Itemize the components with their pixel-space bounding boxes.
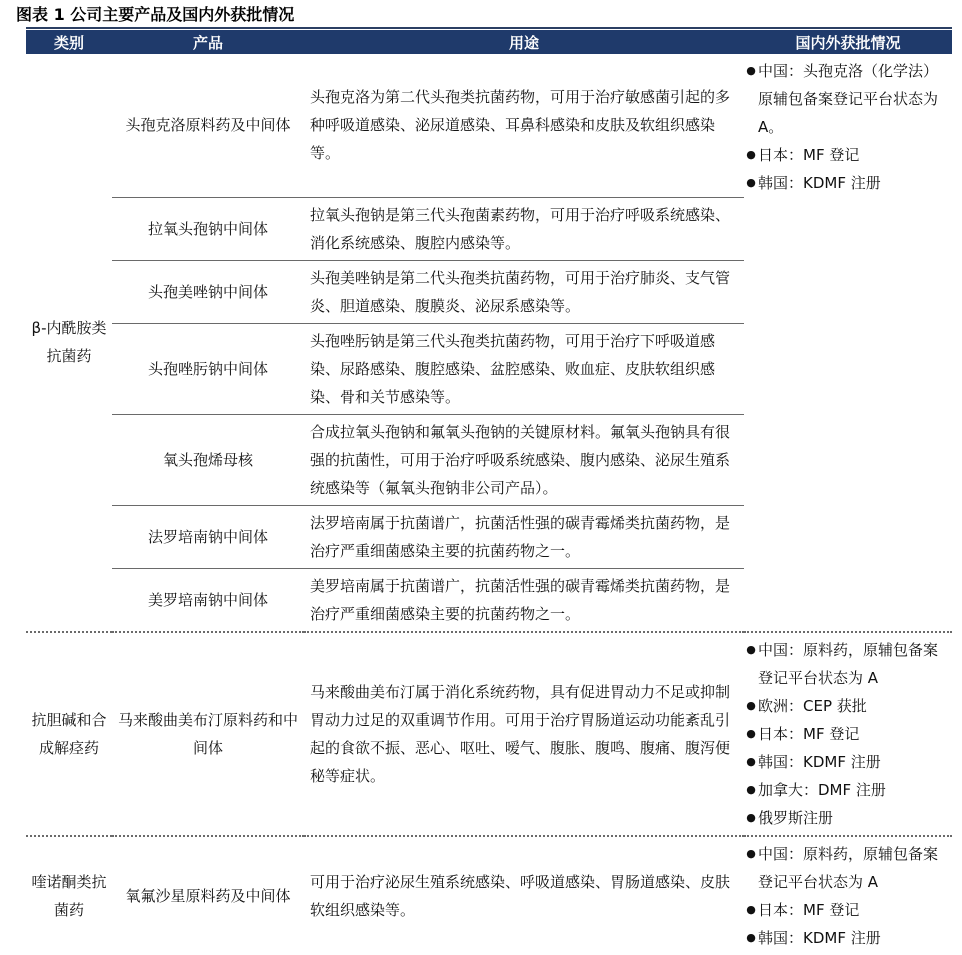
bullet-icon: ● [746,726,756,740]
bullet-icon: ● [746,698,756,712]
product-cell: 头孢美唑钠中间体 [112,260,304,323]
approval-item: ● 中国：头孢克洛（化学法）原辅包备案登记平台状态为 A。 [744,57,952,141]
header-category: 类别 [26,30,112,54]
use-cell: 拉氧头孢钠是第三代头孢菌素药物，可用于治疗呼吸系统感染、消化系统感染、腹腔内感染等。 [304,197,744,260]
approval-item: ● 日本：MF 登记 [744,720,952,748]
approval-item: ● 欧洲：CEP 获批 [744,692,952,720]
top-rule [26,27,952,29]
approval-item: ● 加拿大：DMF 注册 [744,776,952,804]
approval-list [744,57,952,197]
bullet-icon: ● [746,930,756,944]
table-caption: 图表 1 公司主要产品及国内外获批情况 [16,5,295,24]
product-cell: 美罗培南钠中间体 [112,568,304,632]
bullet-icon: ● [746,64,756,77]
approval-cell [744,836,952,955]
header-use: 用途 [304,30,744,54]
header-product: 产品 [112,30,304,54]
header-row [26,30,952,54]
product-cell: 法罗培南钠中间体 [112,505,304,568]
bullet-icon: ● [746,148,756,161]
approval-item: ● 日本：MF 登记 [744,896,952,924]
product-cell: 氧头孢烯母核 [112,414,304,505]
bullet-icon: ● [746,782,756,796]
approval-cell [744,632,952,836]
header-approval: 国内外获批情况 [744,30,952,54]
approval-item: ● 俄罗斯注册 [744,804,952,832]
approval-item: ● 韩国：KDMF 注册 [744,748,952,776]
category-cell: 喹诺酮类抗菌药 [31,872,107,919]
use-cell: 美罗培南属于抗菌谱广，抗菌活性强的碳青霉烯类抗菌药物，是治疗严重细菌感染主要的抗菌药物之一。 [304,568,744,632]
approval-item: ● 韩国：KDMF 注册 [744,169,952,197]
table-row [26,836,952,955]
bullet-icon: ● [746,846,756,860]
approval-item: ● 中国：原料药，原辅包备案登记平台状态为 A [744,840,952,896]
product-cell: 头孢克洛原料药及中间体 [112,54,304,197]
use-cell: 合成拉氧头孢钠和氟氧头孢钠的关键原材料。氟氧头孢钠具有很强的抗菌性，可用于治疗呼吸系统感染、腹内感染、泌尿生殖系统感染等（氟氧头孢钠非公司产品）。 [304,414,744,505]
approval-item: ● 中国：原料药，原辅包备案登记平台状态为 A [744,636,952,692]
products-table [26,30,952,955]
approval-cell [744,54,952,632]
bullet-icon: ● [746,902,756,916]
product-cell: 拉氧头孢钠中间体 [112,197,304,260]
table-row [26,54,952,197]
product-cell: 氧氟沙星原料药及中间体 [125,886,291,905]
product-cell: 头孢唑肟钠中间体 [112,323,304,414]
approval-item: ● 日本：MF 登记 [744,141,952,169]
approval-list [744,636,952,832]
use-cell: 头孢克洛为第二代头孢类抗菌药物，可用于治疗敏感菌引起的多种呼吸道感染、泌尿道感染、耳鼻科感染和皮肤及软组织感染等。 [304,54,744,197]
table-row [26,632,952,836]
use-cell: 头孢唑肟钠是第三代头孢类抗菌药物，可用于治疗下呼吸道感染、尿路感染、腹腔感染、盆腔感染、败血症、皮肤软组织感染、骨和关节感染等。 [304,323,744,414]
use-cell: 可用于治疗泌尿生殖系统感染、呼吸道感染、胃肠道感染、皮肤软组织感染等。 [310,872,731,919]
product-cell: 马来酸曲美布汀原料药和中间体 [112,632,304,836]
approval-item: ● 韩国：KDMF 注册 [744,924,952,952]
use-cell: 头孢美唑钠是第二代头孢类抗菌药物，可用于治疗肺炎、支气管炎、胆道感染、腹膜炎、泌尿系感染等。 [304,260,744,323]
category-cell: β-内酰胺类抗菌药 [26,54,112,632]
use-cell: 马来酸曲美布汀属于消化系统药物，具有促进胃动力不足或抑制胃动力过足的双重调节作用。可用于治疗胃肠道运动功能紊乱引起的食欲不振、恶心、呕吐、嗳气、腹胀、腹鸣、腹痛、腹泻便秘等症状。 [304,632,744,836]
approval-list [744,840,952,952]
category-cell: 抗胆碱和合成解痉药 [26,632,112,836]
bullet-icon: ● [746,642,756,656]
bullet-icon: ● [746,810,756,824]
bullet-icon: ● [746,754,756,768]
bullet-icon: ● [746,176,756,189]
use-cell: 法罗培南属于抗菌谱广，抗菌活性强的碳青霉烯类抗菌药物，是治疗严重细菌感染主要的抗菌药物之一。 [304,505,744,568]
